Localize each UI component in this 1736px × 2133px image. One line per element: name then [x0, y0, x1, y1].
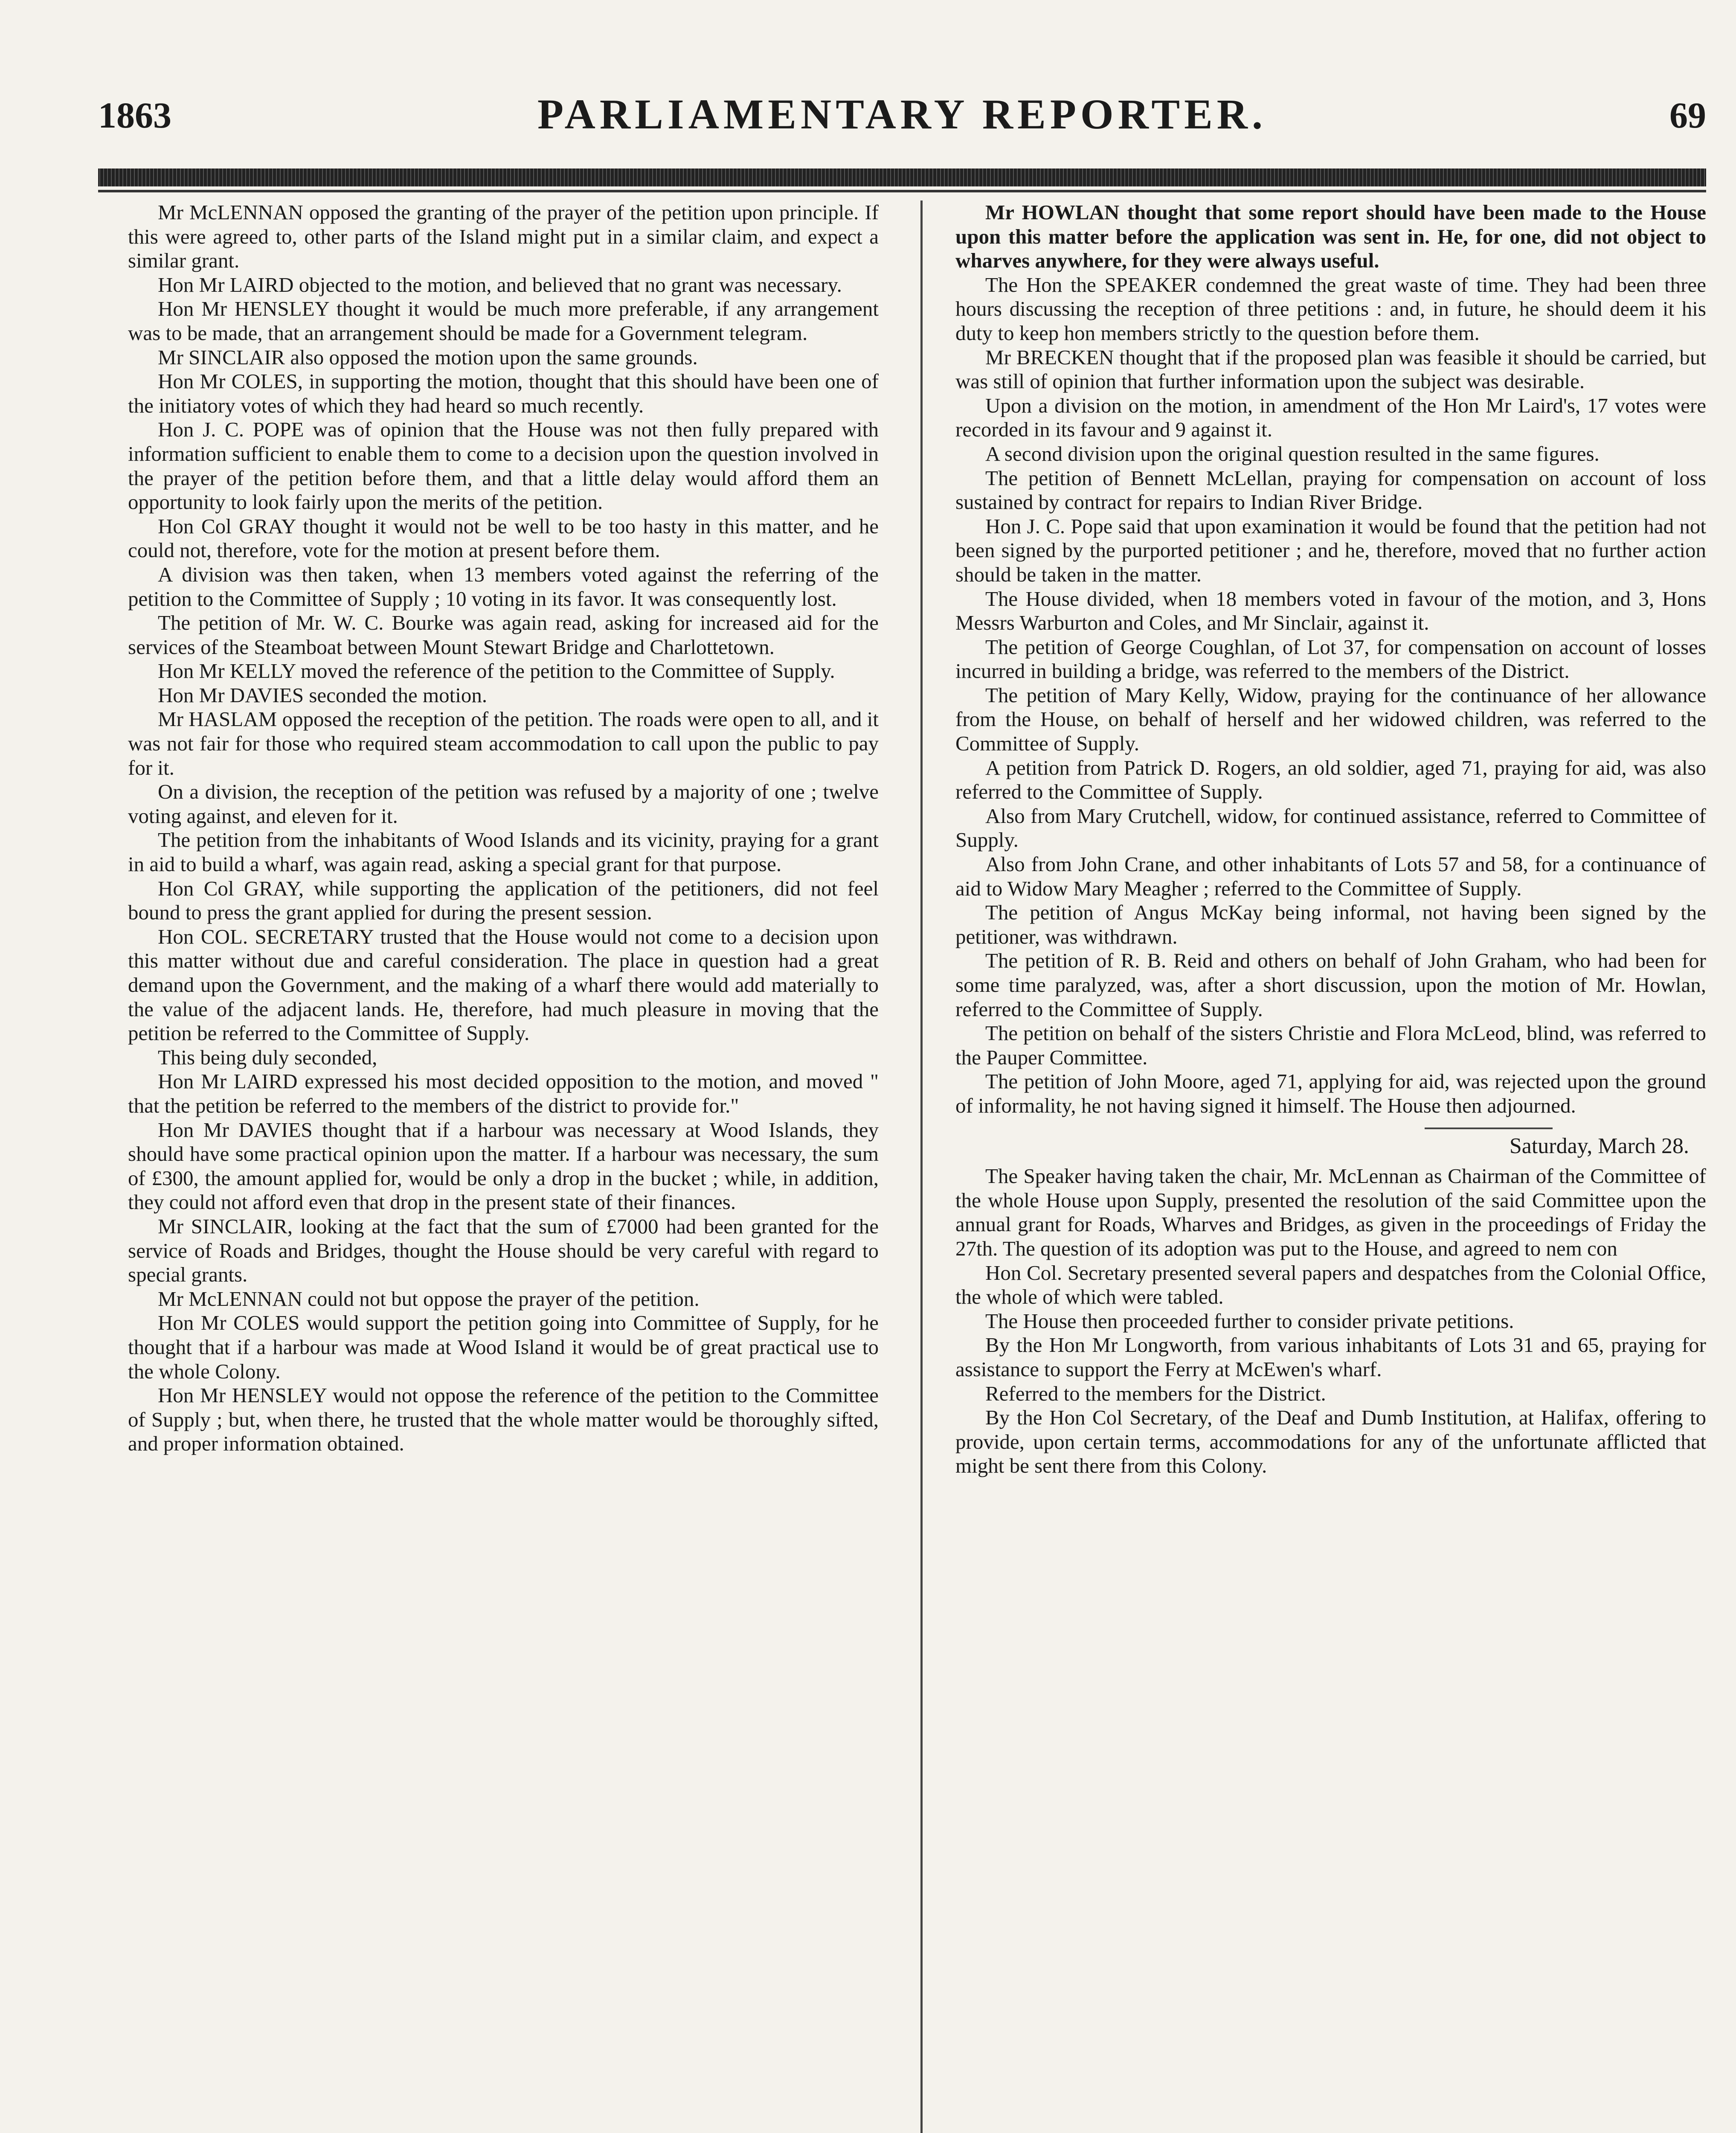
- paragraph: Hon Mr KELLY moved the reference of the petition to the Committee of Supply.: [158, 659, 835, 683]
- paragraph: Hon Col GRAY, while supporting the application of the petitioners, did not feel bound to press the grant applied for during the present session.: [128, 876, 879, 924]
- paragraph: Hon J. C. POPE was of opinion that the House was not then fully prepared with information sufficient to enable them to come to a decision upon the question involved in the prayer of the petition before them, and that a little delay would afford them an opportunity to look fairly upon the merits of the petition.: [128, 418, 879, 514]
- right-column-top: [955, 201, 1706, 1118]
- column-divider: [920, 201, 923, 2133]
- paragraph: On a division, the reception of the petition was refused by a majority of one ; twelve voting against, and eleven for it.: [128, 780, 879, 828]
- paragraph: Mr HOWLAN thought that some report should have been made to the House upon this matter before the application was sent in. He, for one, did not object to wharves anywhere, for they were always useful.: [955, 201, 1706, 273]
- paragraph: The petition of George Coughlan, of Lot 37, for compensation on account of losses incurred in building a bridge, was referred to the members of the District.: [955, 635, 1706, 683]
- paragraph: Hon Mr DAVIES seconded the motion.: [158, 683, 488, 707]
- paragraph: Hon J. C. Pope said that upon examination it would be found that the petition had not been signed by the purported petitioner ; and he, therefore, moved that no further action should be taken in the matter.: [955, 514, 1706, 586]
- header-year: 1863: [98, 95, 171, 136]
- header-rule: [98, 169, 1706, 186]
- paragraph: Also from John Crane, and other inhabitants of Lots 57 and 58, for a continuance of aid to Widow Mary Meagher ; referred to the Committee of Supply.: [955, 852, 1706, 900]
- paragraph: The Speaker having taken the chair, Mr. McLennan as Chairman of the Committee of the whole House upon Supply, presented the resolution of the said Committee upon the annual grant for Roads, Wharves and Bridges, as given in the proceedings of Friday the 27th. The question of its adoption was put to the House, and agreed to nem con: [955, 1164, 1706, 1260]
- right-column-bottom: [955, 1164, 1706, 1478]
- paragraph: The House then proceeded further to consider private petitions.: [985, 1309, 1514, 1333]
- paragraph: The petition of R. B. Reid and others on behalf of John Graham, who had been for some time paralyzed, was, after a short discussion, upon the motion of Mr. Howlan, referred to the Committee of Supply.: [955, 949, 1706, 1021]
- paragraph: Hon Col. Secretary presented several papers and despatches from the Colonial Office, the whole of which were tabled.: [955, 1261, 1706, 1309]
- date-heading: Saturday, March 28.: [1509, 1133, 1689, 1158]
- paragraph: This being duly seconded,: [158, 1045, 377, 1069]
- paragraph: Hon Mr LAIRD expressed his most decided opposition to the motion, and moved " that the petition be referred to the members of the district to provide for.": [128, 1069, 879, 1117]
- paragraph: The petition of John Moore, aged 71, applying for aid, was rejected upon the ground of informality, he not having signed it himself. The House then adjourned.: [955, 1069, 1706, 1117]
- paragraph: Hon Mr LAIRD objected to the motion, and believed that no grant was necessary.: [158, 273, 842, 296]
- header-title: PARLIAMENTARY REPORTER.: [537, 90, 1267, 138]
- header-rule-thin: [98, 190, 1706, 192]
- paragraph: Mr HASLAM opposed the reception of the petition. The roads were open to all, and it was not fair for those who required steam accommodation to call upon the public to pay for it.: [128, 707, 879, 779]
- right-column: [955, 201, 1706, 2133]
- paragraph: Hon Mr COLES, in supporting the motion, thought that this should have been one of the initiatory votes of which they had heard so much recently.: [128, 369, 879, 417]
- paragraph: By the Hon Mr Longworth, from various inhabitants of Lots 31 and 65, praying for assistance to support the Ferry at McEwen's wharf.: [955, 1333, 1706, 1381]
- paragraph: The petition of Mr. W. C. Bourke was again read, asking for increased aid for the services of the Steamboat between Mount Stewart Bridge and Charlottetown.: [128, 611, 879, 659]
- paragraph: Referred to the members for the District.: [985, 1381, 1326, 1405]
- paragraph: Hon Mr DAVIES thought that if a harbour was necessary at Wood Islands, they should have some practical opinion upon the matter. If a harbour was necessary, the sum of £300, the amount applied for, would be only a drop in the bucket ; while, in addition, they could not afford even that drop in the present state of their finances.: [128, 1118, 879, 1214]
- paragraph: The petition of Bennett McLellan, praying for compensation on account of loss sustained by contract for repairs to Indian River Bridge.: [955, 466, 1706, 514]
- paragraph: Hon Mr HENSLEY thought it would be much more preferable, if any arrangement was to be made, that an arrangement should be made for a Government telegram.: [128, 297, 879, 345]
- left-column: [128, 201, 879, 2133]
- paragraph: Mr McLENNAN could not but oppose the prayer of the petition.: [158, 1287, 700, 1311]
- paragraph: Also from Mary Crutchell, widow, for continued assistance, referred to Committee of Supply.: [955, 804, 1706, 852]
- paragraph: A second division upon the original question resulted in the same figures.: [985, 442, 1600, 465]
- paragraph: The petition of Angus McKay being informal, not having been signed by the petitioner, was withdrawn.: [955, 901, 1706, 948]
- page-header: [98, 81, 1706, 162]
- paragraph: Hon Mr HENSLEY would not oppose the reference of the petition to the Committee of Supply ; but, when there, he trusted that the whole matter would be thoroughly sifted, and proper information obtained.: [128, 1383, 879, 1456]
- paragraph: Hon Col GRAY thought it would not be well to be too hasty in this matter, and he could not, therefore, vote for the motion at present before them.: [128, 514, 879, 562]
- paragraph: By the Hon Col Secretary, of the Deaf and Dumb Institution, at Halifax, offering to provide, upon certain terms, accommodations for any of the unfortunate afflicted that might be sent there from this Colony.: [955, 1406, 1706, 1478]
- paragraph: The Hon the SPEAKER condemned the great waste of time. They had been three hours discussing the reception of three petitions : and, in future, he should deem it his duty to keep hon members strictly to the question before them.: [955, 273, 1706, 345]
- paragraph: Mr McLENNAN opposed the granting of the prayer of the petition upon principle. If this were agreed to, other parts of the Island might put in a similar claim, and expect a similar grant.: [128, 201, 879, 273]
- paragraph: The petition on behalf of the sisters Christie and Flora McLeod, blind, was referred to the Pauper Committee.: [955, 1021, 1706, 1069]
- page-number: 69: [1669, 95, 1706, 136]
- paragraph: The House divided, when 18 members voted in favour of the motion, and 3, Hons Messrs Warburton and Coles, and Mr Sinclair, against it.: [955, 587, 1706, 635]
- paragraph: Mr BRECKEN thought that if the proposed plan was feasible it should be carried, but was still of opinion that further information upon the subject was desirable.: [955, 345, 1706, 393]
- date-rule: [1425, 1128, 1553, 1129]
- paragraph: The petition of Mary Kelly, Widow, praying for the continuance of her allowance from the House, on behalf of herself and her widowed children, was referred to the Committee of Supply.: [955, 683, 1706, 756]
- paragraph: A division was then taken, when 13 members voted against the referring of the petition to the Committee of Supply ; 10 voting in its favor. It was consequently lost.: [128, 562, 879, 610]
- paragraph: Hon Mr COLES would support the petition going into Committee of Supply, for he thought that if a harbour was made at Wood Island it would be of great practical use to the whole Colony.: [128, 1311, 879, 1383]
- paragraph: Upon a division on the motion, in amendment of the Hon Mr Laird's, 17 votes were recorded in its favour and 9 against it.: [955, 393, 1706, 442]
- paragraph: Hon COL. SECRETARY trusted that the House would not come to a decision upon this matter without due and careful consideration. The place in question had a great demand upon the Government, and the making of a wharf there would add materially to the value of the adjacent lands. He, therefore, had much pleasure in moving that the petition be referred to the Committee of Supply.: [128, 924, 879, 1045]
- paragraph: A petition from Patrick D. Rogers, an old soldier, aged 71, praying for aid, was also referred to the Committee of Supply.: [955, 756, 1706, 804]
- paragraph: Mr SINCLAIR, looking at the fact that the sum of £7000 had been granted for the service of Roads and Bridges, thought the House should be very careful with regard to special grants.: [128, 1214, 879, 1287]
- paragraph: Mr SINCLAIR also opposed the motion upon the same grounds.: [158, 345, 698, 369]
- paragraph: The petition from the inhabitants of Wood Islands and its vicinity, praying for a grant in aid to build a wharf, was again read, asking a special grant for that purpose.: [128, 828, 879, 876]
